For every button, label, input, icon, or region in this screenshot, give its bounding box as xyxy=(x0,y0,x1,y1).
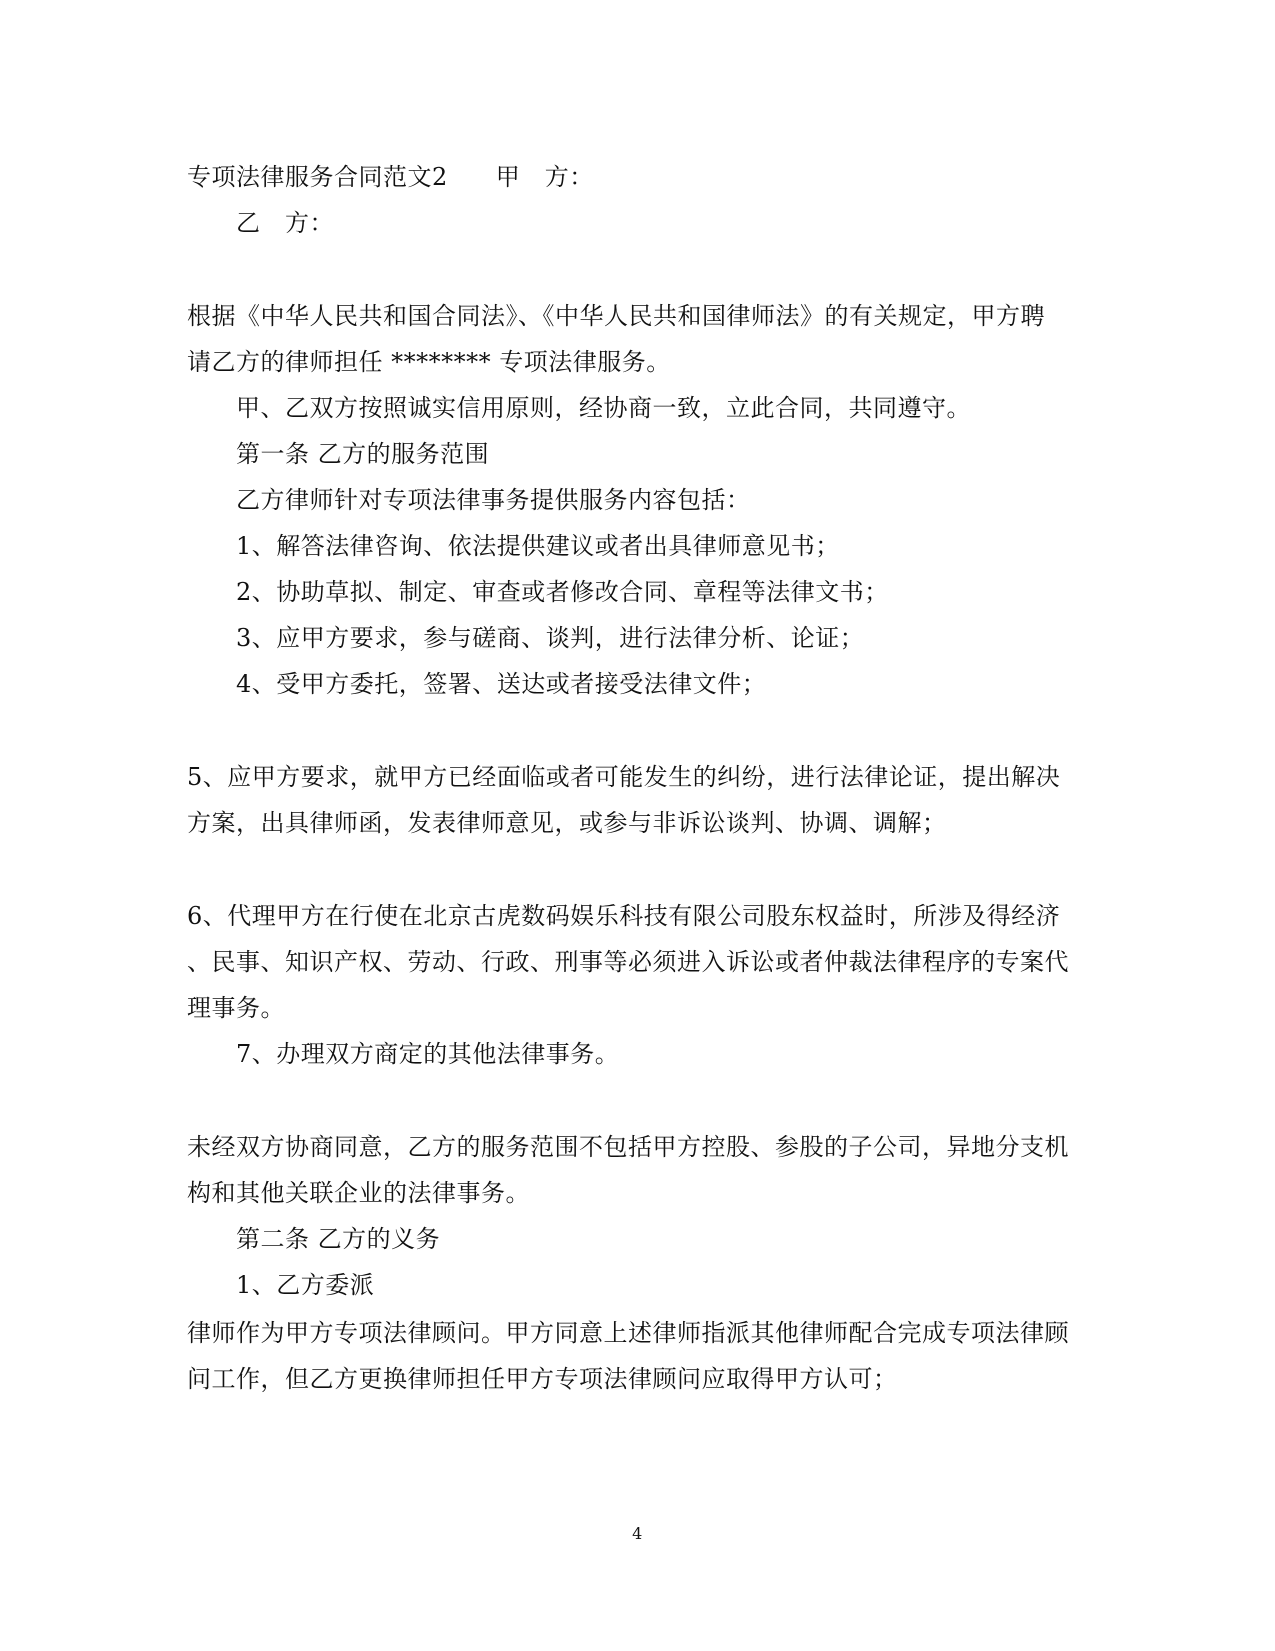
paragraph-line: 构和其他关联企业的法律事务。 xyxy=(187,1179,530,1207)
list-item: 1、乙方委派 xyxy=(236,1271,375,1299)
header-line xyxy=(187,162,594,192)
list-item: 3、应甲方要求，参与磋商、谈判，进行法律分析、论证； xyxy=(236,624,865,652)
list-item: 5、应甲方要求，就甲方已经面临或者可能发生的纠纷，进行法律论证，提出解决 xyxy=(187,763,1061,791)
paragraph-line: 问工作，但乙方更换律师担任甲方专项法律顾问应取得甲方认可； xyxy=(187,1365,898,1393)
list-item: 4、受甲方委托，签署、送达或者接受法律文件； xyxy=(236,670,767,698)
section-heading: 第一条 乙方的服务范围 xyxy=(236,440,490,468)
paragraph-line: 理事务。 xyxy=(187,994,285,1022)
paragraph-line: 、民事、知识产权、劳动、行政、刑事等必须进入诉讼或者仲裁法律程序的专案代 xyxy=(187,948,1069,976)
list-item: 2、协助草拟、制定、审查或者修改合同、章程等法律文书； xyxy=(236,578,889,606)
party-b-label: 乙 方： xyxy=(236,209,334,237)
document-title: 专项法律服务合同范文2 xyxy=(187,163,448,191)
page-number: 4 xyxy=(632,1524,643,1543)
list-item: 7、办理双方商定的其他法律事务。 xyxy=(236,1040,620,1068)
list-item: 1、解答法律咨询、依法提供建议或者出具律师意见书； xyxy=(236,532,840,560)
paragraph-line: 乙方律师针对专项法律事务提供服务内容包括： xyxy=(236,486,751,514)
list-item: 6、代理甲方在行使在北京古虎数码娱乐科技有限公司股东权益时，所涉及得经济 xyxy=(187,902,1061,930)
paragraph-line: 甲、乙双方按照诚实信用原则，经协商一致，立此合同，共同遵守。 xyxy=(236,394,971,422)
party-a-label: 甲 方： xyxy=(495,163,594,191)
paragraph-line: 未经双方协商同意，乙方的服务范围不包括甲方控股、参股的子公司，异地分支机 xyxy=(187,1133,1069,1161)
paragraph-line: 律师作为甲方专项法律顾问。甲方同意上述律师指派其他律师配合完成专项法律顾 xyxy=(187,1319,1069,1347)
section-heading: 第二条 乙方的义务 xyxy=(236,1225,441,1253)
paragraph-line: 方案，出具律师函，发表律师意见，或参与非诉讼谈判、协调、调解； xyxy=(187,809,947,837)
paragraph-line: 根据《中华人民共和国合同法》、《中华人民共和国律师法》的有关规定，甲方聘 xyxy=(187,302,1045,330)
paragraph-line: 请乙方的律师担任 ******** 专项法律服务。 xyxy=(187,348,671,376)
